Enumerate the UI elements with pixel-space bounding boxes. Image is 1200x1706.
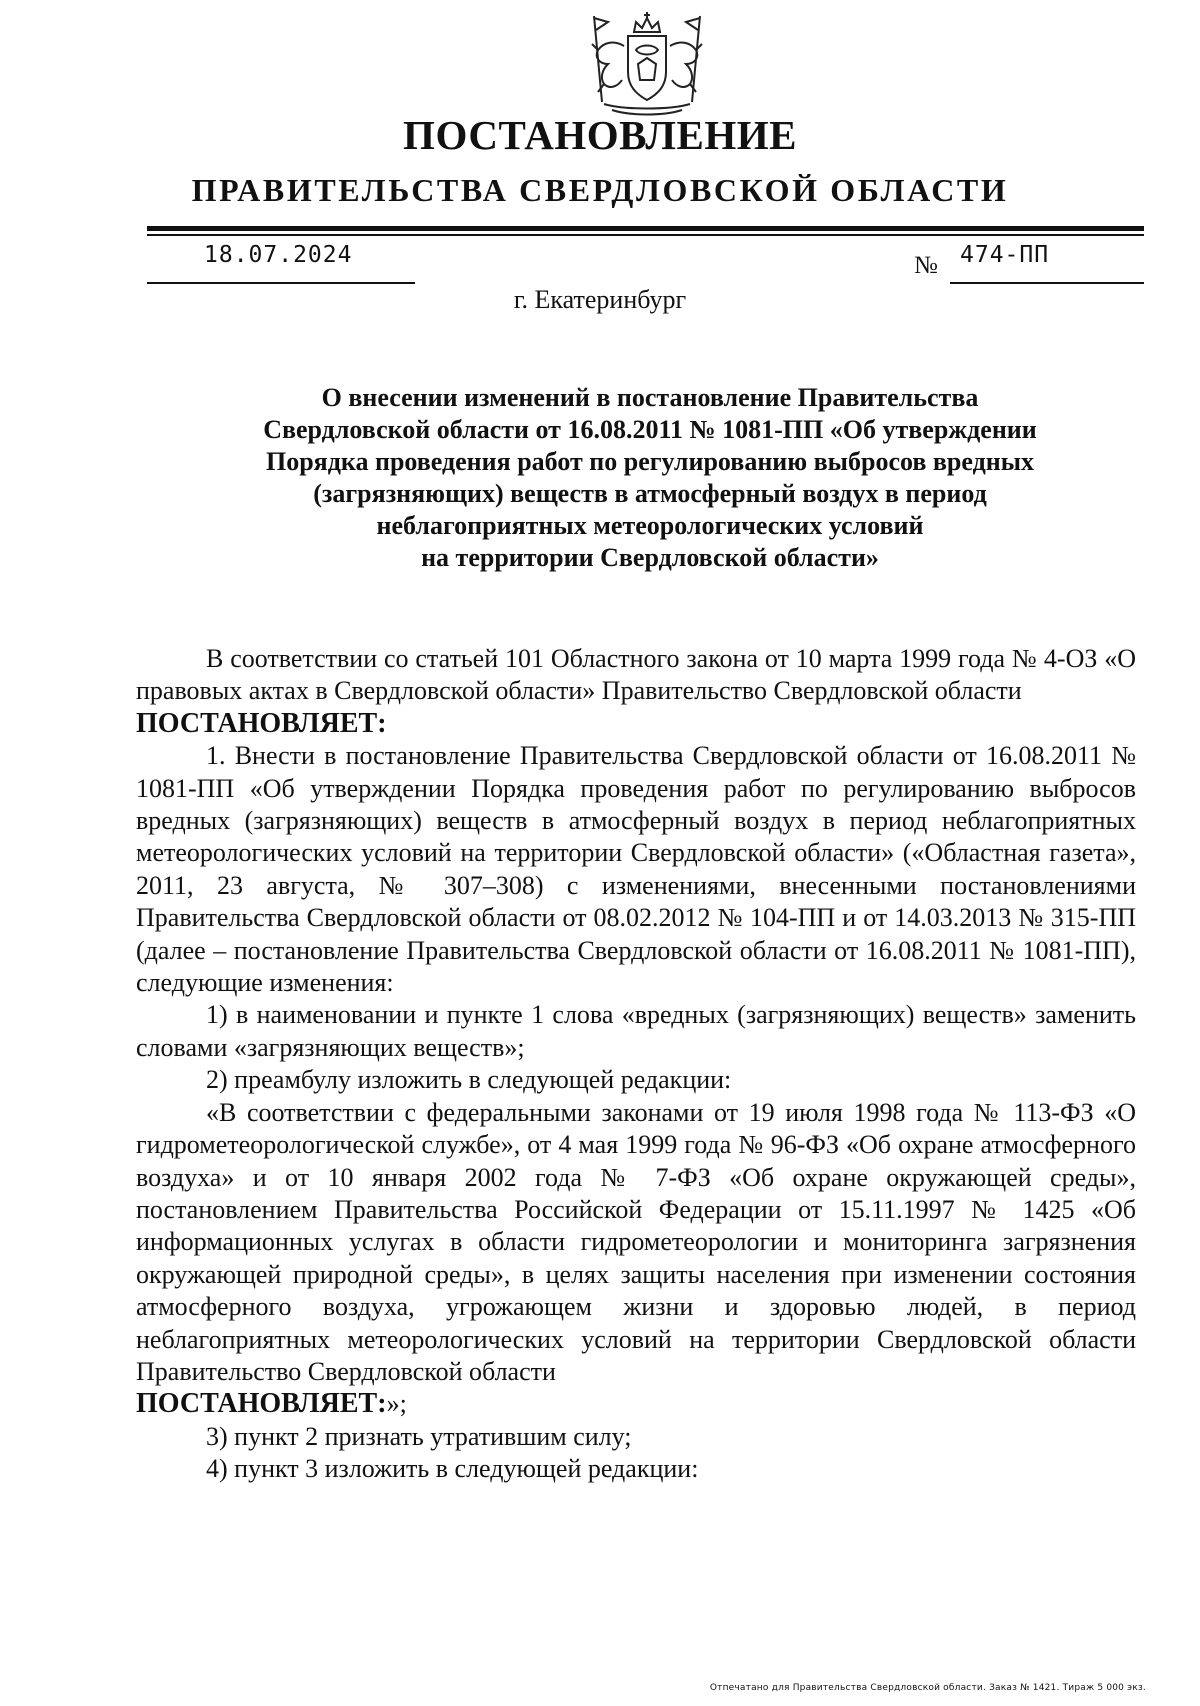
quoted-resolves-word: ПОСТАНОВЛЯЕТ: xyxy=(136,1388,387,1420)
item-1-paragraph: 1. Внести в постановление Правительства Свердловской области от 16.08.2011 № 1081-ПП «Об утверждении Порядка проведения работ по регулированию выбросов вредных (загрязняющих) веществ в атмосферный воздух в период неблагоприятных метеорологических условий на территории Свердловской области» («Областная газета», 2011, 23 августа, № 307–308) с изменениями, внесенными постановлениями Правительства Свердловской области от 08.02.2012 № 104-ПП и от 14.03.2013 № 315-ПП (далее – постановление Правительства Свердловской области от 16.08.2011 № 1081-ПП), следующие изменения: xyxy=(136,741,1136,998)
document-subject xyxy=(190,382,1110,574)
issuing-authority: ПРАВИТЕЛЬСТВА СВЕРДЛОВСКОЙ ОБЛАСТИ xyxy=(191,172,1009,208)
document-body xyxy=(136,643,1136,1486)
quoted-preamble-paragraph: «В соответствии с федеральными законами от 19 июля 1998 года № 113-ФЗ «О гидрометеорологической службе», от 4 мая 1999 года № 96-ФЗ «Об охране атмосферного воздуха» и от 10 января 2002 года № 7-ФЗ «Об охране окружающей среды», постановлением Правительства Российской Федерации от 15.11.1997 № 1425 «Об информационных услугах в области гидрометеорологии и мониторинга загрязнения окружающей природной среды», в целях защиты населения при изменении состояния атмосферного воздуха, угрожающем жизни и здоровью людей, в период неблагоприятных метеорологических условий на территории Свердловской области Правительство Свердловской области xyxy=(136,1097,1136,1386)
subject-line: О внесении изменений в постановление Правительства xyxy=(321,383,979,412)
quote-closing: »; xyxy=(386,1389,407,1419)
resolves-heading: ПОСТАНОВЛЯЕТ: xyxy=(136,707,387,739)
city: г. Екатеринбург xyxy=(513,285,687,314)
coat-of-arms-icon xyxy=(574,10,720,118)
subject-line: (загрязняющих) веществ в атмосферный воздух в период xyxy=(313,479,987,508)
subitem-4-paragraph: 4) пункт 3 изложить в следующей редакции: xyxy=(206,1454,699,1484)
document-number: 474-ПП xyxy=(960,242,1050,268)
document-date: 18.07.2024 xyxy=(204,242,353,268)
header-rule-thick xyxy=(147,226,1144,231)
header-rule-thin xyxy=(147,234,1144,236)
intro-paragraph: В соответствии со статьей 101 Областного закона от 10 марта 1999 года № 4-ОЗ «О правовых актах в Свердловской области» Правительство Свердловской области xyxy=(136,644,1136,706)
date-underline xyxy=(147,282,415,284)
number-underline xyxy=(950,282,1144,284)
subitem-3-paragraph: 3) пункт 2 признать утратившим силу; xyxy=(206,1421,632,1451)
print-note: Отпечатано для Правительства Свердловской области. Заказ № 1421. Тираж 5 000 экз. xyxy=(709,1683,1146,1693)
number-sign: № xyxy=(914,252,938,279)
subitem-1-paragraph: 1) в наименовании и пункте 1 слова «вредных (загрязняющих) веществ» заменить словами «загрязняющих веществ»; xyxy=(136,1000,1136,1062)
subitem-2-paragraph: 2) преамбулу изложить в следующей редакции: xyxy=(206,1065,732,1095)
subject-line: на территории Свердловской области» xyxy=(421,543,879,572)
subject-line: Свердловской области от 16.08.2011 № 1081-ПП «Об утверждении xyxy=(263,415,1037,444)
document-title: ПОСТАНОВЛЕНИЕ xyxy=(403,112,797,158)
subject-line: неблагоприятных метеорологических условий xyxy=(376,511,924,540)
subject-line: Порядка проведения работ по регулированию выбросов вредных xyxy=(265,447,1035,476)
quoted-resolves-heading xyxy=(136,1388,1136,1420)
